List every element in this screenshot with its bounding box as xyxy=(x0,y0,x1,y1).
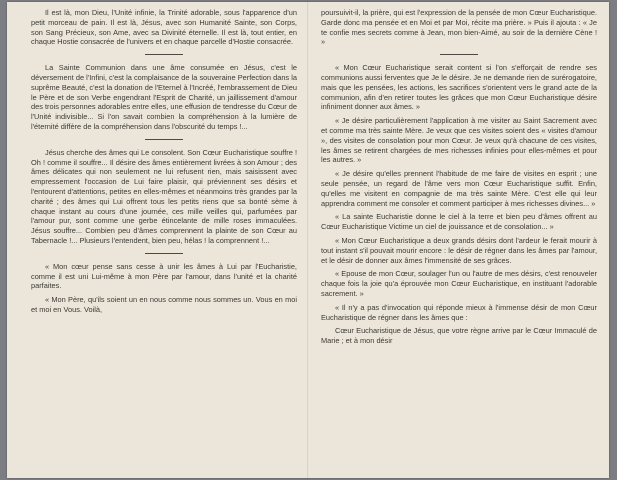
left-page xyxy=(31,8,297,476)
section-divider xyxy=(440,54,478,55)
section-divider xyxy=(145,139,183,140)
right-paragraph-2: « Mon Cœur Eucharistique serait content si l'on s'efforçait de rendre ses communions aussi ferventes que Je le désire. Je ne demande rien de surérogatoire, mais que les pensées, les actions, les sacrifices s'orientent vers le grand acte de la communion, afin d'en retirer toutes les grâces que mon Cœur Eucharistique désire infiniment donner aux âmes. » xyxy=(321,63,597,112)
right-paragraph-4: « Je désire qu'elles prennent l'habitude de me faire de visites en esprit ; une seule pensée, un regard de l'âme vers mon Cœur Eucharistique suffit. Enfin, qu'elles me visitent en compagnie de ma très sainte Mère. C'est elle qui leur apprendra comment me consoler et comment participer à mes richesses divines... » xyxy=(321,169,597,208)
right-paragraph-3: « Je désire particulièrement l'application à me visiter au Saint Sacrement avec et comme ma très sainte Mère. Je veux que ces visites soient des « visites d'amour », des visites de consolation pour mon Cœur. Je veux qu'à chacune de ces visites, les âmes se retirent chargées de mes richesses infinies pour elles-mêmes et pour les autres. » xyxy=(321,116,597,165)
right-paragraph-6: « Mon Cœur Eucharistique a deux grands désirs dont l'ardeur le ferait mourir à tout instant s'il pouvait mourir encore : le désir de régner dans les âmes par l'amour, et le désir de donner aux âmes l'immensité de ses grâces. xyxy=(321,235,597,265)
left-paragraph-1: Il est là, mon Dieu, l'Unité infinie, la Trinité adorable, sous l'apparence d'un petit morceau de pain. Il est là, Jésus, avec son Humanité Sainte, son Corps, son Sang Précieux, son Ame, avec sa Divinité éternelle. Il est là, tout entier, en chaque Hostie consacrée de l'univers et en chaque parcelle d'Hostie consacrée. xyxy=(31,8,297,47)
right-paragraph-9: Cœur Eucharistique de Jésus, que votre règne arrive par le Cœur Immaculé de Marie ; et à mon désir xyxy=(321,326,597,346)
left-paragraph-3: Jésus cherche des âmes qui Le consolent. Son Cœur Eucharistique souffre ! Oh ! comme il souffre... Il désire des âmes entièrement livrées à son Amour ; des âmes délicates qui non seulement ne lui refusent rien, mais saisissent avec empressement l'occasion de Lui faire plaisir, qui préviennent ses désirs et l'entourent d'attentions, petites en elles-mêmes et néanmoins très grandes par la charité ; des âmes qui Lui offrent tous les petits riens que sa bonté sème à chaque instant au cours d'une journée, ces mille veilles qui, parfumées par l'amour pur, sont comme une gerbe étincelante de mille roses immaculées. Jésus souffre... Combien peu d'âmes comprennent la plainte de son Cœur au Tabernacle !... Plusieurs l'entendent, bien peu, hélas ! la comprennent !... xyxy=(31,147,297,245)
right-paragraph-7: « Epouse de mon Cœur, soulager l'un ou l'autre de mes désirs, c'est renouveler chaque fois la joie qu'a éprouvée mon Cœur Eucharistique, en instituant l'adorable sacrement. » xyxy=(321,269,597,298)
section-divider xyxy=(145,54,183,55)
section-divider xyxy=(145,253,183,254)
right-paragraph-5: « La sainte Eucharistie donne le ciel à la terre et bien peu d'âmes offrent au Cœur Eucharistique Victime un ciel de jouissance et de consolation... » xyxy=(321,212,597,232)
right-page xyxy=(321,8,597,476)
booklet-spread xyxy=(7,2,609,478)
left-paragraph-4: « Mon cœur pense sans cesse à unir les âmes à Lui par l'Eucharistie, comme il est uni Lui-même à mon Père par l'amour, dans l'unité et la charité parfaites. xyxy=(31,261,297,291)
right-paragraph-8: « Il n'y a pas d'invocation qui réponde mieux à l'immense désir de mon Cœur Eucharistique de régner dans les âmes que : xyxy=(321,302,597,322)
right-paragraph-1: poursuivit-il, la prière, qui est l'expression de la pensée de mon Cœur Eucharistique. Garde donc ma pensée et en Moi et par Moi, récite ma prière. » Puis il ajouta : « Je te confie mes secrets comme à Jean, mon bien-Aimé, au soir de la dernière Cène ! » xyxy=(321,8,597,47)
left-paragraph-5: « Mon Père, qu'ils soient un en nous comme nous sommes un. Vous en moi et moi en Vous. Voilà, xyxy=(31,295,297,314)
center-fold xyxy=(307,2,309,478)
left-paragraph-2: La Sainte Communion dans une âme consumée en Jésus, c'est le déversement de l'Infini, c'est la complaisance de la souveraine Perfection dans la suprême Beauté, c'est la donation de l'Eternel à l'Incréé, l'embrassement de Dieu le Père et de son Verbe engendrant l'Esprit de Charité, un jaillissement d'amour des trois personnes adorables entre elles, une effusion de tendresse du Cœur de l'Unité indivisible... Si l'on savait combien la compréhension à la lumière de l'éternité diffère de la compréhension dans l'obscurité du temps !... xyxy=(31,63,297,131)
